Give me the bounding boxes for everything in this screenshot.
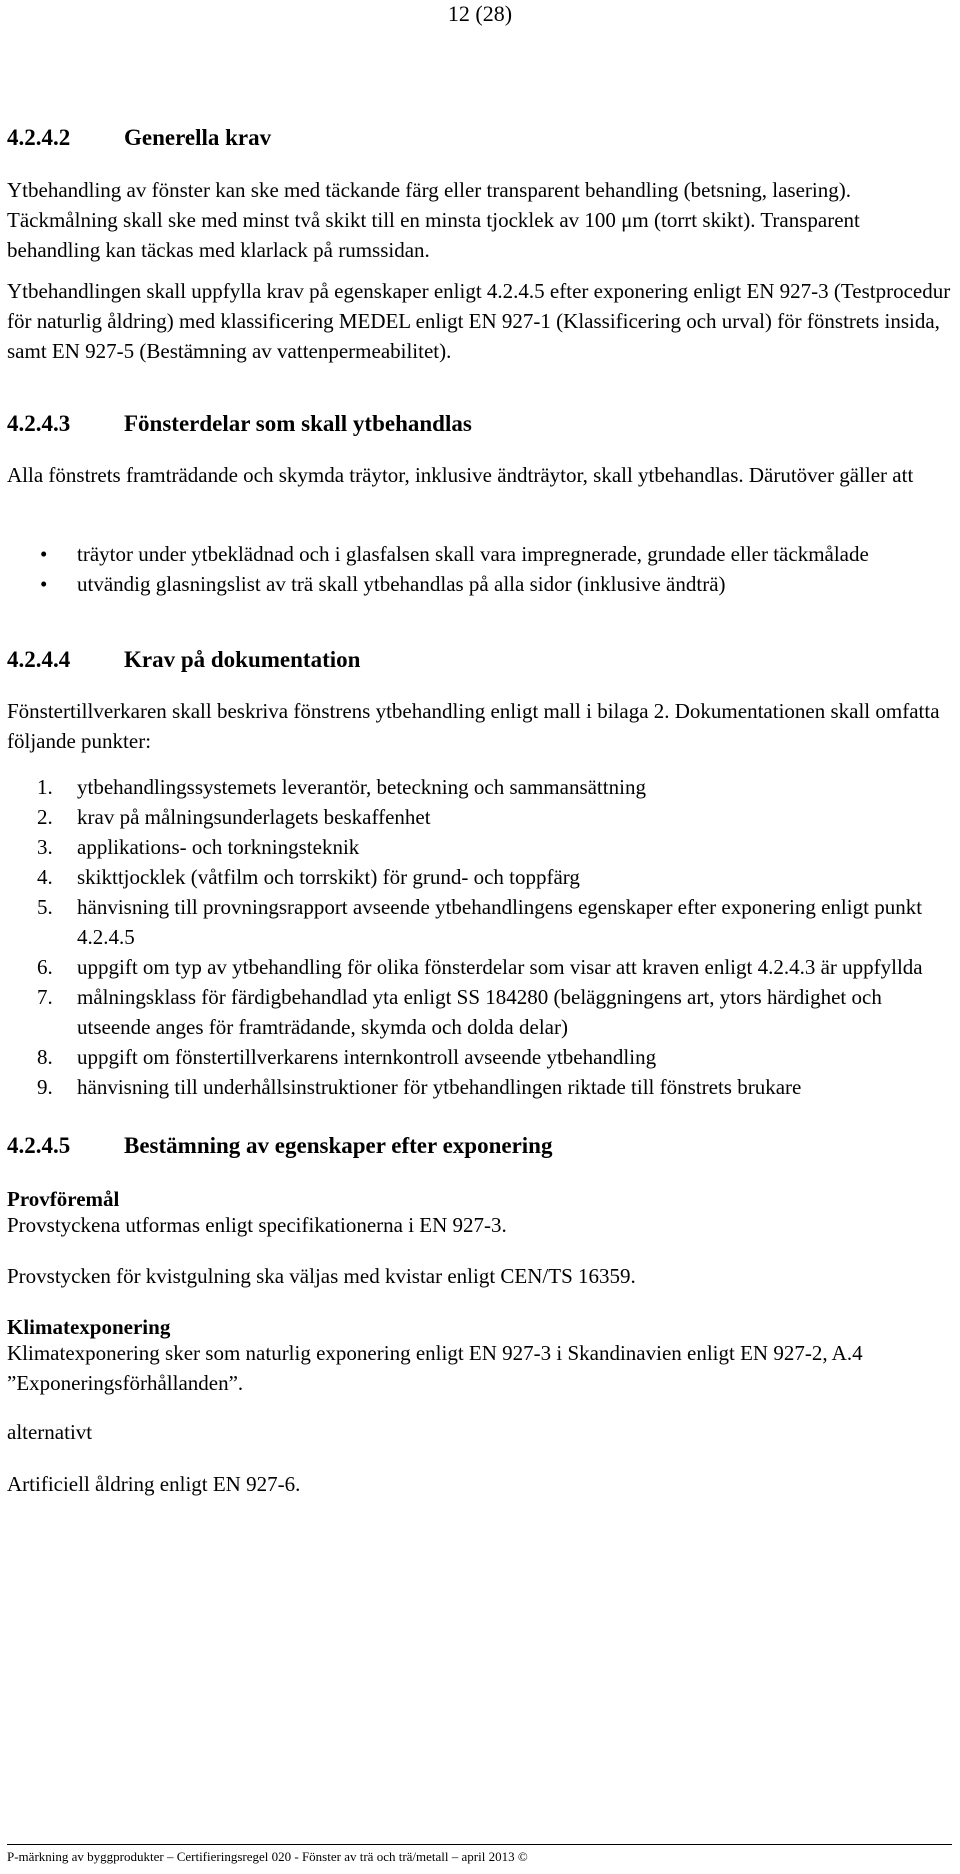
- list-number: 2.: [37, 805, 53, 829]
- section-number: 4.2.4.4: [7, 647, 71, 672]
- list-item: [7, 982, 952, 1042]
- list-number: 3.: [37, 835, 53, 859]
- list-text: uppgift om fönstertillverkarens internkontroll avseende ytbehandling: [77, 1045, 657, 1069]
- numbered-list: [7, 772, 952, 1102]
- list-text: hänvisning till underhållsinstruktioner för ytbehandlingen riktade till fönstrets brukare: [77, 1075, 802, 1099]
- list-number: 5.: [37, 895, 53, 919]
- list-item: [7, 1072, 952, 1102]
- list-text: applikations- och torkningsteknik: [77, 835, 360, 859]
- paragraph: Provstycken för kvistgulning ska väljas med kvistar enligt CEN/TS 16359.: [7, 1264, 636, 1288]
- paragraph: alternativt: [7, 1420, 93, 1444]
- section-heading-4-2-4-3: [7, 409, 952, 439]
- list-item: • utvändig glasningslist av trä skall ytbehandlas på alla sidor (inklusive ändträ): [7, 569, 952, 599]
- list-number: 8.: [37, 1045, 53, 1069]
- footer-rule: [7, 1844, 952, 1845]
- subheading-klimatexponering: Klimatexponering: [7, 1315, 171, 1339]
- list-text: skikttjocklek (våtfilm och torrskikt) för grund- och toppfärg: [77, 865, 580, 889]
- list-text: hänvisning till provningsrapport avseende ytbehandlingens egenskaper efter exponering enligt punkt 4.2.4.5: [77, 895, 923, 949]
- section-number: 4.2.4.5: [7, 1133, 71, 1158]
- section-title: Bestämning av egenskaper efter exponering: [124, 1133, 553, 1158]
- paragraph: Provstyckena utformas enligt specifikationerna i EN 927-3.: [7, 1213, 507, 1237]
- list-item: [7, 862, 952, 892]
- list-number: 9.: [37, 1075, 53, 1099]
- list-item: [7, 952, 952, 982]
- section-heading-4-2-4-4: [7, 645, 952, 675]
- list-number: 6.: [37, 955, 53, 979]
- paragraph: Ytbehandling av fönster kan ske med täckande färg eller transparent behandling (betsning, lasering). Täckmålning skall ske med minst två skikt till en minsta tjocklek av 100 μm (torrt skikt). Transparent behandling kan täckas med klarlack på rumssidan.: [7, 178, 860, 262]
- section-title: Fönsterdelar som skall ytbehandlas: [124, 411, 472, 436]
- section-title: Generella krav: [124, 125, 272, 150]
- section-heading-4-2-4-5: [7, 1131, 952, 1161]
- list-text: krav på målningsunderlagets beskaffenhet: [77, 805, 431, 829]
- list-text: uppgift om typ av ytbehandling för olika fönsterdelar som visar att kraven enligt 4.2.4.3 är uppfyllda: [77, 955, 923, 979]
- list-item: • träytor under ytbeklädnad och i glasfalsen skall vara impregnerade, grundade eller täckmålade: [7, 539, 952, 569]
- page-footer: [7, 1848, 952, 1866]
- section-number: 4.2.4.2: [7, 125, 71, 150]
- paragraph: Klimatexponering sker som naturlig exponering enligt EN 927-3 i Skandinavien enligt EN 927-2, A.4 ”Exponeringsförhållanden”.: [7, 1341, 863, 1395]
- paragraph: Artificiell åldring enligt EN 927-6.: [7, 1472, 301, 1496]
- bullet-list: [7, 539, 952, 599]
- list-item: [7, 772, 952, 802]
- section-heading-4-2-4-2: [7, 123, 952, 153]
- list-text: ytbehandlingssystemets leverantör, beteckning och sammansättning: [77, 775, 646, 799]
- list-number: 1.: [37, 775, 53, 799]
- section-title: Krav på dokumentation: [124, 647, 361, 672]
- subheading-provforemal: Provföremål: [7, 1187, 120, 1211]
- list-item: [7, 832, 952, 862]
- paragraph: Fönstertillverkaren skall beskriva fönstrens ytbehandling enligt mall i bilaga 2. Dokumentationen skall omfatta följande punkter:: [7, 699, 940, 753]
- paragraph: Ytbehandlingen skall uppfylla krav på egenskaper enligt 4.2.4.5 efter exponering enligt EN 927-3 (Testprocedur för naturlig åldring) med klassificering MEDEL enligt EN 927-1 (Klassificering och urval) för fönstrets insida, samt EN 927-5 (Bestämning av vattenpermeabilitet).: [7, 279, 951, 363]
- page-number: 12 (28): [447, 1, 513, 26]
- list-text: målningsklass för färdigbehandlad yta enligt SS 184280 (beläggningens art, ytors härdighet och utseende anges för framträdande, skymda och dolda delar): [77, 985, 882, 1039]
- section-number: 4.2.4.3: [7, 411, 71, 436]
- list-item: [7, 1042, 952, 1072]
- paragraph: Alla fönstrets framträdande och skymda träytor, inklusive ändträytor, skall ytbehandlas. Därutöver gäller att: [7, 463, 914, 487]
- list-item: [7, 802, 952, 832]
- list-item: [7, 892, 952, 952]
- footer-text: P-märkning av byggprodukter – Certifieringsregel 020 - Fönster av trä och trä/metall – april 2013 ©: [7, 1849, 528, 1864]
- list-number: 7.: [37, 985, 53, 1009]
- list-number: 4.: [37, 865, 53, 889]
